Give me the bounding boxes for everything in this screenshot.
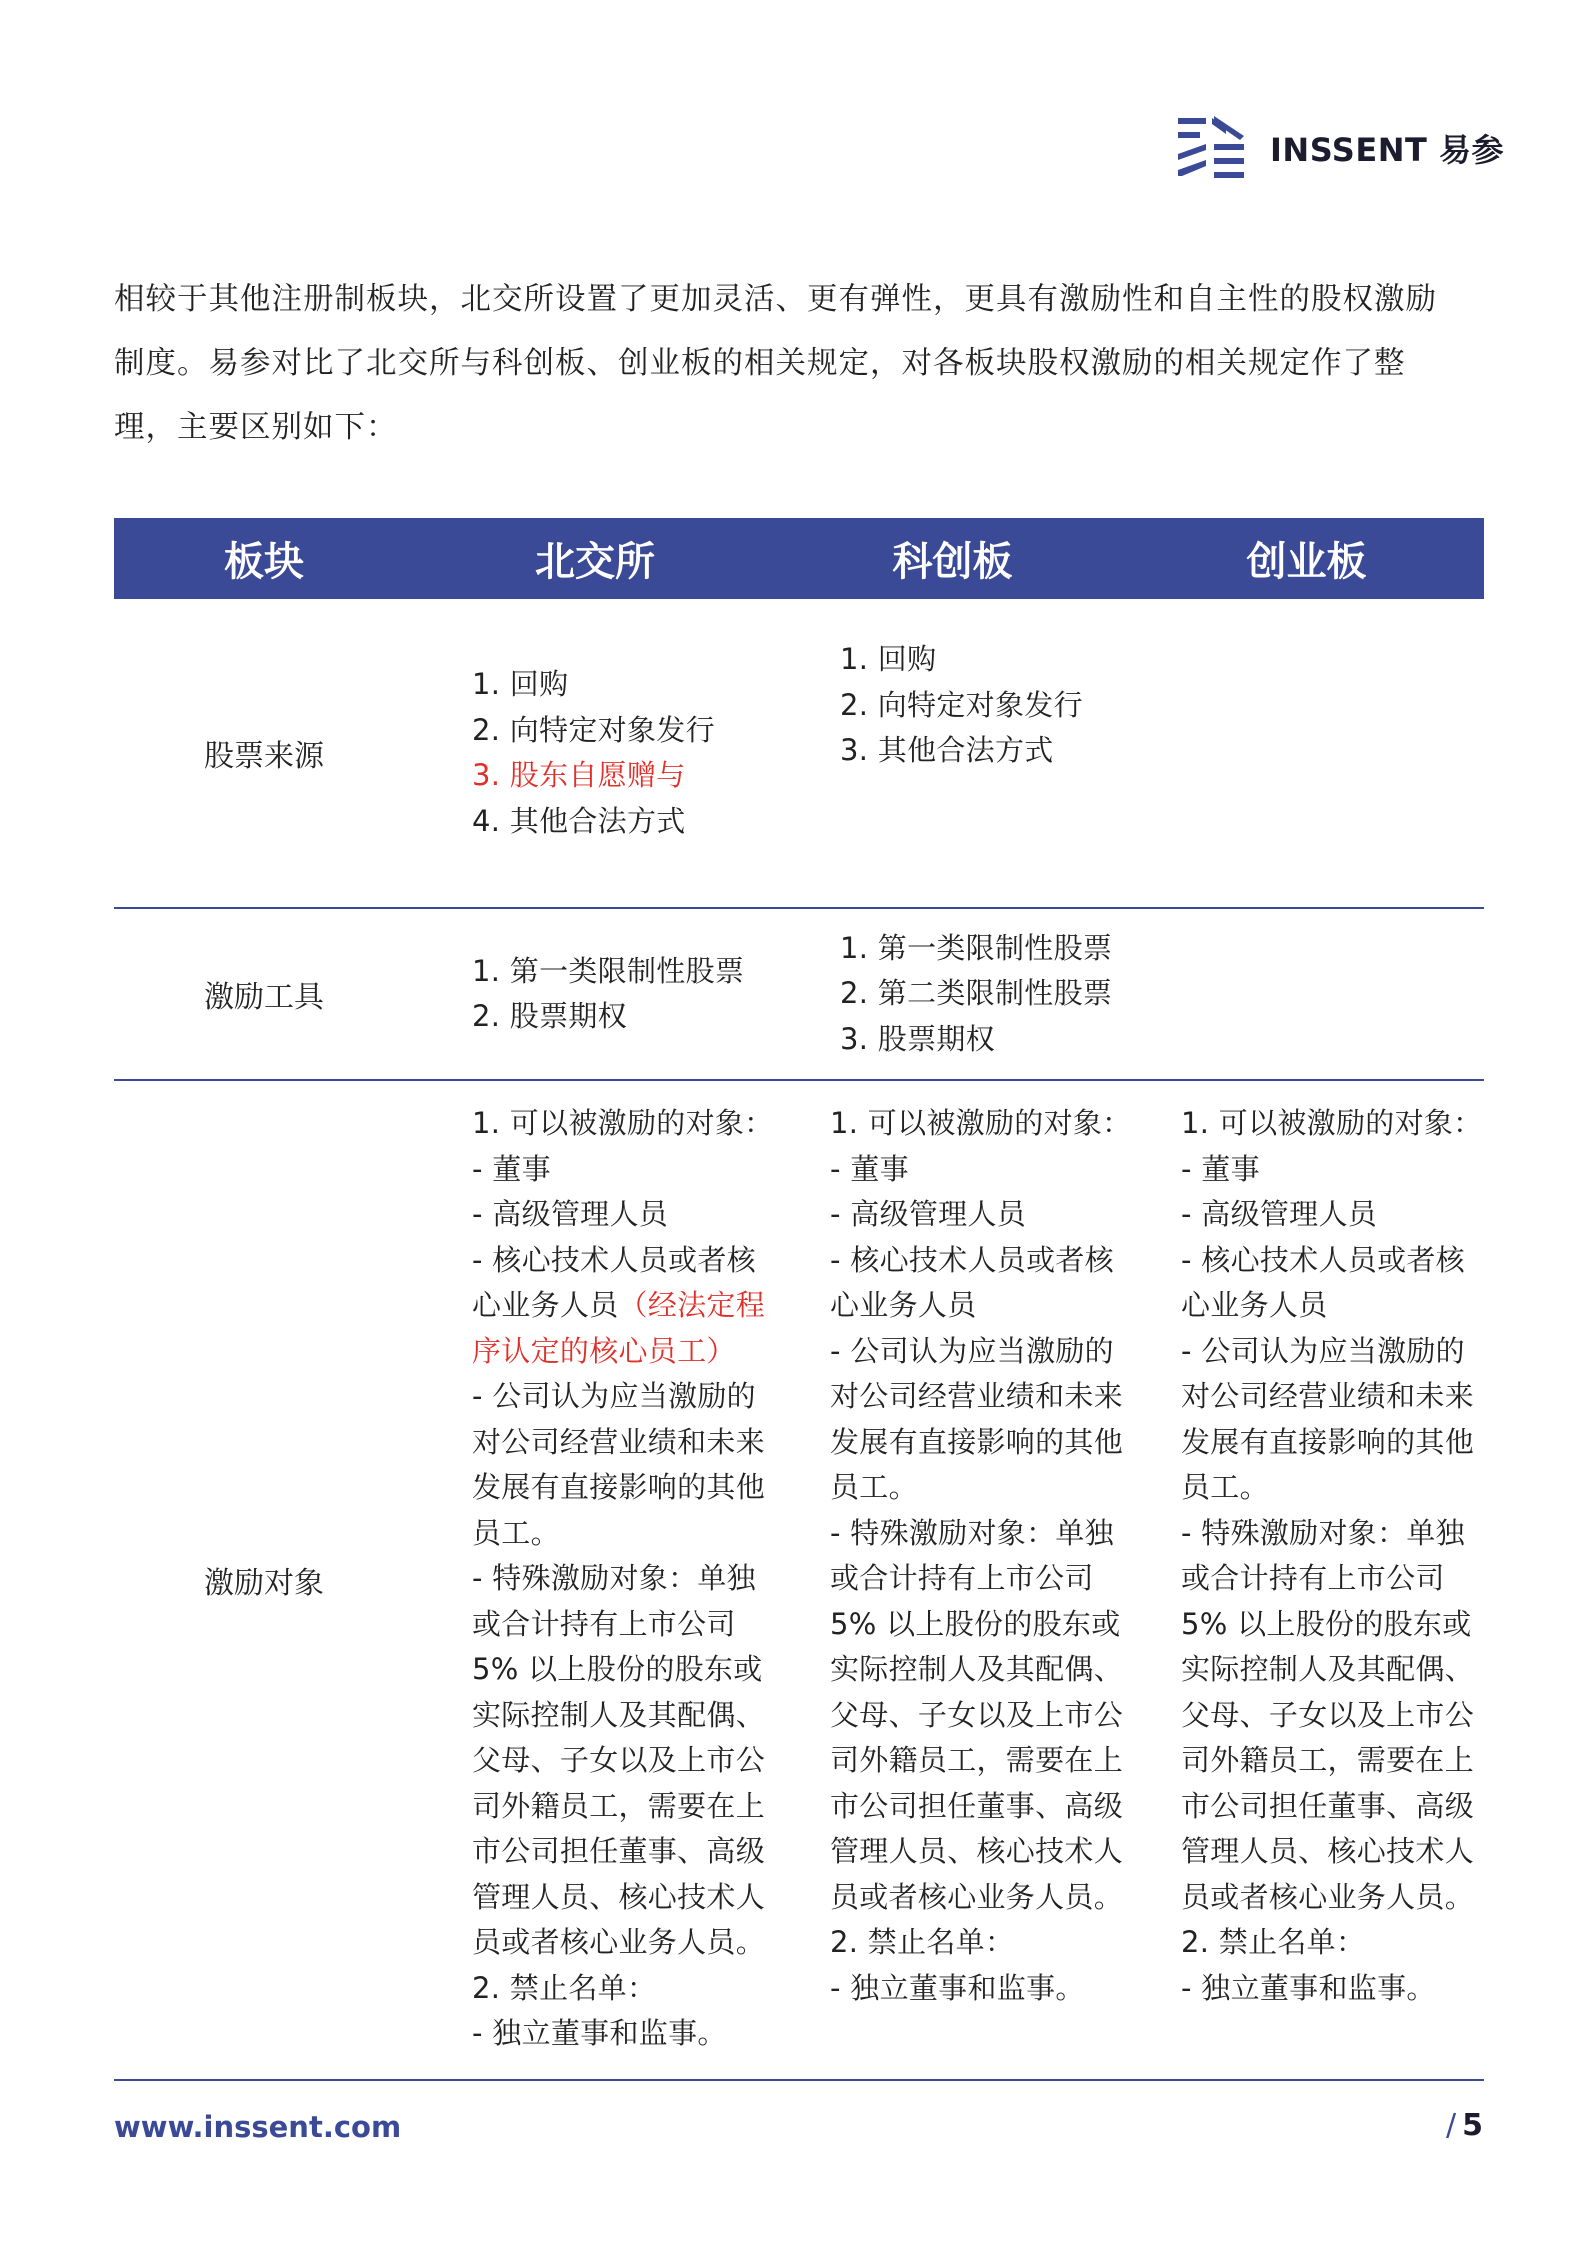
cell-line: 1. 回购	[840, 642, 937, 676]
cell-line: 1. 第一类限制性股票	[472, 953, 745, 988]
cell-line: 对公司经营业绩和未来	[830, 1379, 1124, 1413]
cell-line: 司外籍员工，需要在上	[472, 1788, 766, 1823]
cell-line: - 独立董事和监事。	[472, 2016, 727, 2050]
cell-line: 父母、子女以及上市公	[472, 1743, 766, 1777]
cell-line: - 高级管理人员	[1181, 1197, 1378, 1231]
intro-line: 制度。易参对比了北交所与科创板、创业板的相关规定，对各板块股权激励的相关规定作了整	[114, 346, 1406, 381]
cell-line: 员工。	[1181, 1470, 1269, 1504]
cell-line: 1. 第一类限制性股票	[840, 930, 1113, 965]
cell-line: 1. 可以被激励的对象：	[830, 1106, 1132, 1140]
comparison-table	[114, 518, 1484, 2081]
cell-line: 市公司担任董事、高级	[1181, 1788, 1475, 1823]
intro-line: 相较于其他注册制板块，北交所设置了更加灵活、更有弹性，更具有激励性和自主性的股权激励	[114, 282, 1437, 317]
cell-line: 发展有直接影响的其他	[472, 1470, 766, 1504]
brand-name: INSSENT 易参	[1270, 131, 1504, 169]
cell-line: - 特殊激励对象：单独	[1181, 1515, 1465, 1550]
cell-line: - 董事	[1181, 1151, 1260, 1186]
cell-line: 市公司担任董事、高级	[472, 1834, 766, 1868]
cell-star-incentive-targets	[776, 1081, 1132, 2079]
cell-line: 3. 其他合法方式	[840, 733, 1054, 767]
header-star-market: 科创板	[892, 539, 1013, 585]
cell-line: 或合计持有上市公司	[472, 1606, 736, 1641]
cell-line: 3. 股票期权	[840, 1021, 995, 1056]
cell-line: 5% 以上股份的股东或	[830, 1606, 1121, 1641]
cell-line: 1. 可以被激励的对象：	[1181, 1106, 1483, 1140]
cell-line: 1. 回购	[472, 667, 569, 701]
cell-line: - 特殊激励对象：单独	[472, 1561, 756, 1595]
brand-logo	[1178, 110, 1504, 186]
cell-line: 或合计持有上市公司	[830, 1561, 1094, 1595]
cell-line: 心业务人员	[830, 1288, 977, 1322]
cell-bse-stock-source	[114, 599, 776, 907]
cell-line: 市公司担任董事、高级	[830, 1788, 1124, 1823]
cell-line: - 特殊激励对象：单独	[830, 1515, 1114, 1550]
inssent-logo-icon	[1178, 114, 1244, 182]
header-chinext: 创业板	[1246, 539, 1367, 585]
cell-line: 或合计持有上市公司	[1181, 1561, 1445, 1595]
cell-line: 司外籍员工，需要在上	[830, 1743, 1124, 1777]
cell-line: 员工。	[830, 1470, 918, 1504]
cell-line: 父母、子女以及上市公	[830, 1697, 1124, 1732]
header-board: 板块	[224, 539, 304, 585]
cell-bse-incentive-tools	[414, 909, 776, 1079]
page-slash: /	[1446, 2108, 1457, 2143]
cell-bse-incentive-targets	[414, 1081, 776, 2079]
cell-line: 心业务人员	[1181, 1288, 1328, 1322]
cell-line: - 独立董事和监事。	[1181, 1970, 1436, 2005]
cell-line: 对公司经营业绩和未来	[472, 1424, 766, 1459]
cell-line: 员或者核心业务人员。	[1181, 1879, 1475, 1914]
cell-line: - 公司认为应当激励的	[1181, 1333, 1465, 1368]
cell-line: - 核心技术人员或者核	[1181, 1242, 1465, 1277]
cell-line-highlight: （经法定程	[618, 1288, 766, 1322]
row-label-stock-source: 股票来源	[204, 739, 324, 774]
cell-line: 2. 禁止名单：	[830, 1925, 1015, 1959]
cell-line-highlight: 3. 股东自愿赠与	[472, 758, 686, 792]
cell-line: 5% 以上股份的股东或	[472, 1652, 763, 1686]
cell-line: - 核心技术人员或者核	[830, 1242, 1114, 1277]
page-number-value: 5	[1462, 2108, 1483, 2143]
footer-website-link[interactable]: www.inssent.com	[114, 2110, 402, 2144]
cell-line: 管理人员、核心技术人	[1181, 1834, 1475, 1868]
cell-line: 司外籍员工，需要在上	[1181, 1743, 1475, 1777]
cell-line: 实际控制人及其配偶、	[1181, 1652, 1475, 1686]
cell-line: 员工。	[472, 1515, 560, 1550]
cell-line: - 董事	[472, 1151, 551, 1186]
cell-star-stock-source	[776, 599, 1484, 907]
cell-line: 对公司经营业绩和未来	[1181, 1379, 1475, 1413]
cell-line: 2. 股票期权	[472, 999, 627, 1033]
cell-line-highlight: 序认定的核心员工）	[472, 1333, 736, 1368]
row-label-incentive-tools: 激励工具	[204, 980, 324, 1015]
cell-line: 实际控制人及其配偶、	[472, 1697, 766, 1732]
cell-line: 2. 禁止名单：	[472, 1970, 657, 2005]
cell-line: 发展有直接影响的其他	[1181, 1424, 1475, 1459]
table-header-row	[114, 518, 1484, 599]
cell-chinext-incentive-targets	[1129, 1081, 1484, 2079]
cell-line: 2. 向特定对象发行	[472, 712, 715, 747]
intro-line: 理，主要区别如下：	[114, 410, 398, 445]
table-row	[114, 1081, 1484, 2081]
table-row	[114, 599, 1484, 909]
page-number	[1446, 2108, 1483, 2143]
cell-line: - 独立董事和监事。	[830, 1970, 1085, 2005]
cell-line: 5% 以上股份的股东或	[1181, 1606, 1472, 1641]
cell-line: - 公司认为应当激励的	[830, 1333, 1114, 1368]
cell-line: - 高级管理人员	[830, 1197, 1027, 1231]
cell-line: 父母、子女以及上市公	[1181, 1697, 1475, 1732]
cell-line: - 核心技术人员或者核	[472, 1242, 756, 1277]
cell-line: 实际控制人及其配偶、	[830, 1652, 1124, 1686]
cell-line: - 公司认为应当激励的	[472, 1379, 756, 1413]
cell-line: 管理人员、核心技术人	[830, 1834, 1124, 1868]
cell-line: 2. 第二类限制性股票	[840, 976, 1113, 1011]
cell-line: 1. 可以被激励的对象：	[472, 1106, 774, 1140]
row-label-incentive-targets: 激励对象	[204, 1566, 324, 1601]
cell-line: 管理人员、核心技术人	[472, 1879, 766, 1914]
cell-line: 员或者核心业务人员。	[472, 1925, 766, 1959]
cell-line: - 高级管理人员	[472, 1197, 669, 1231]
header-bse: 北交所	[535, 539, 655, 585]
cell-line: - 董事	[830, 1151, 909, 1186]
cell-star-incentive-tools	[776, 909, 1484, 1079]
table-row	[114, 909, 1484, 1081]
cell-line: 2. 禁止名单：	[1181, 1925, 1366, 1959]
cell-line: 心业务人员	[472, 1288, 619, 1322]
intro-paragraph	[114, 268, 1486, 460]
cell-line: 4. 其他合法方式	[472, 803, 686, 838]
cell-line: 发展有直接影响的其他	[830, 1424, 1124, 1459]
cell-line: 2. 向特定对象发行	[840, 687, 1083, 722]
cell-line: 员或者核心业务人员。	[830, 1879, 1124, 1914]
